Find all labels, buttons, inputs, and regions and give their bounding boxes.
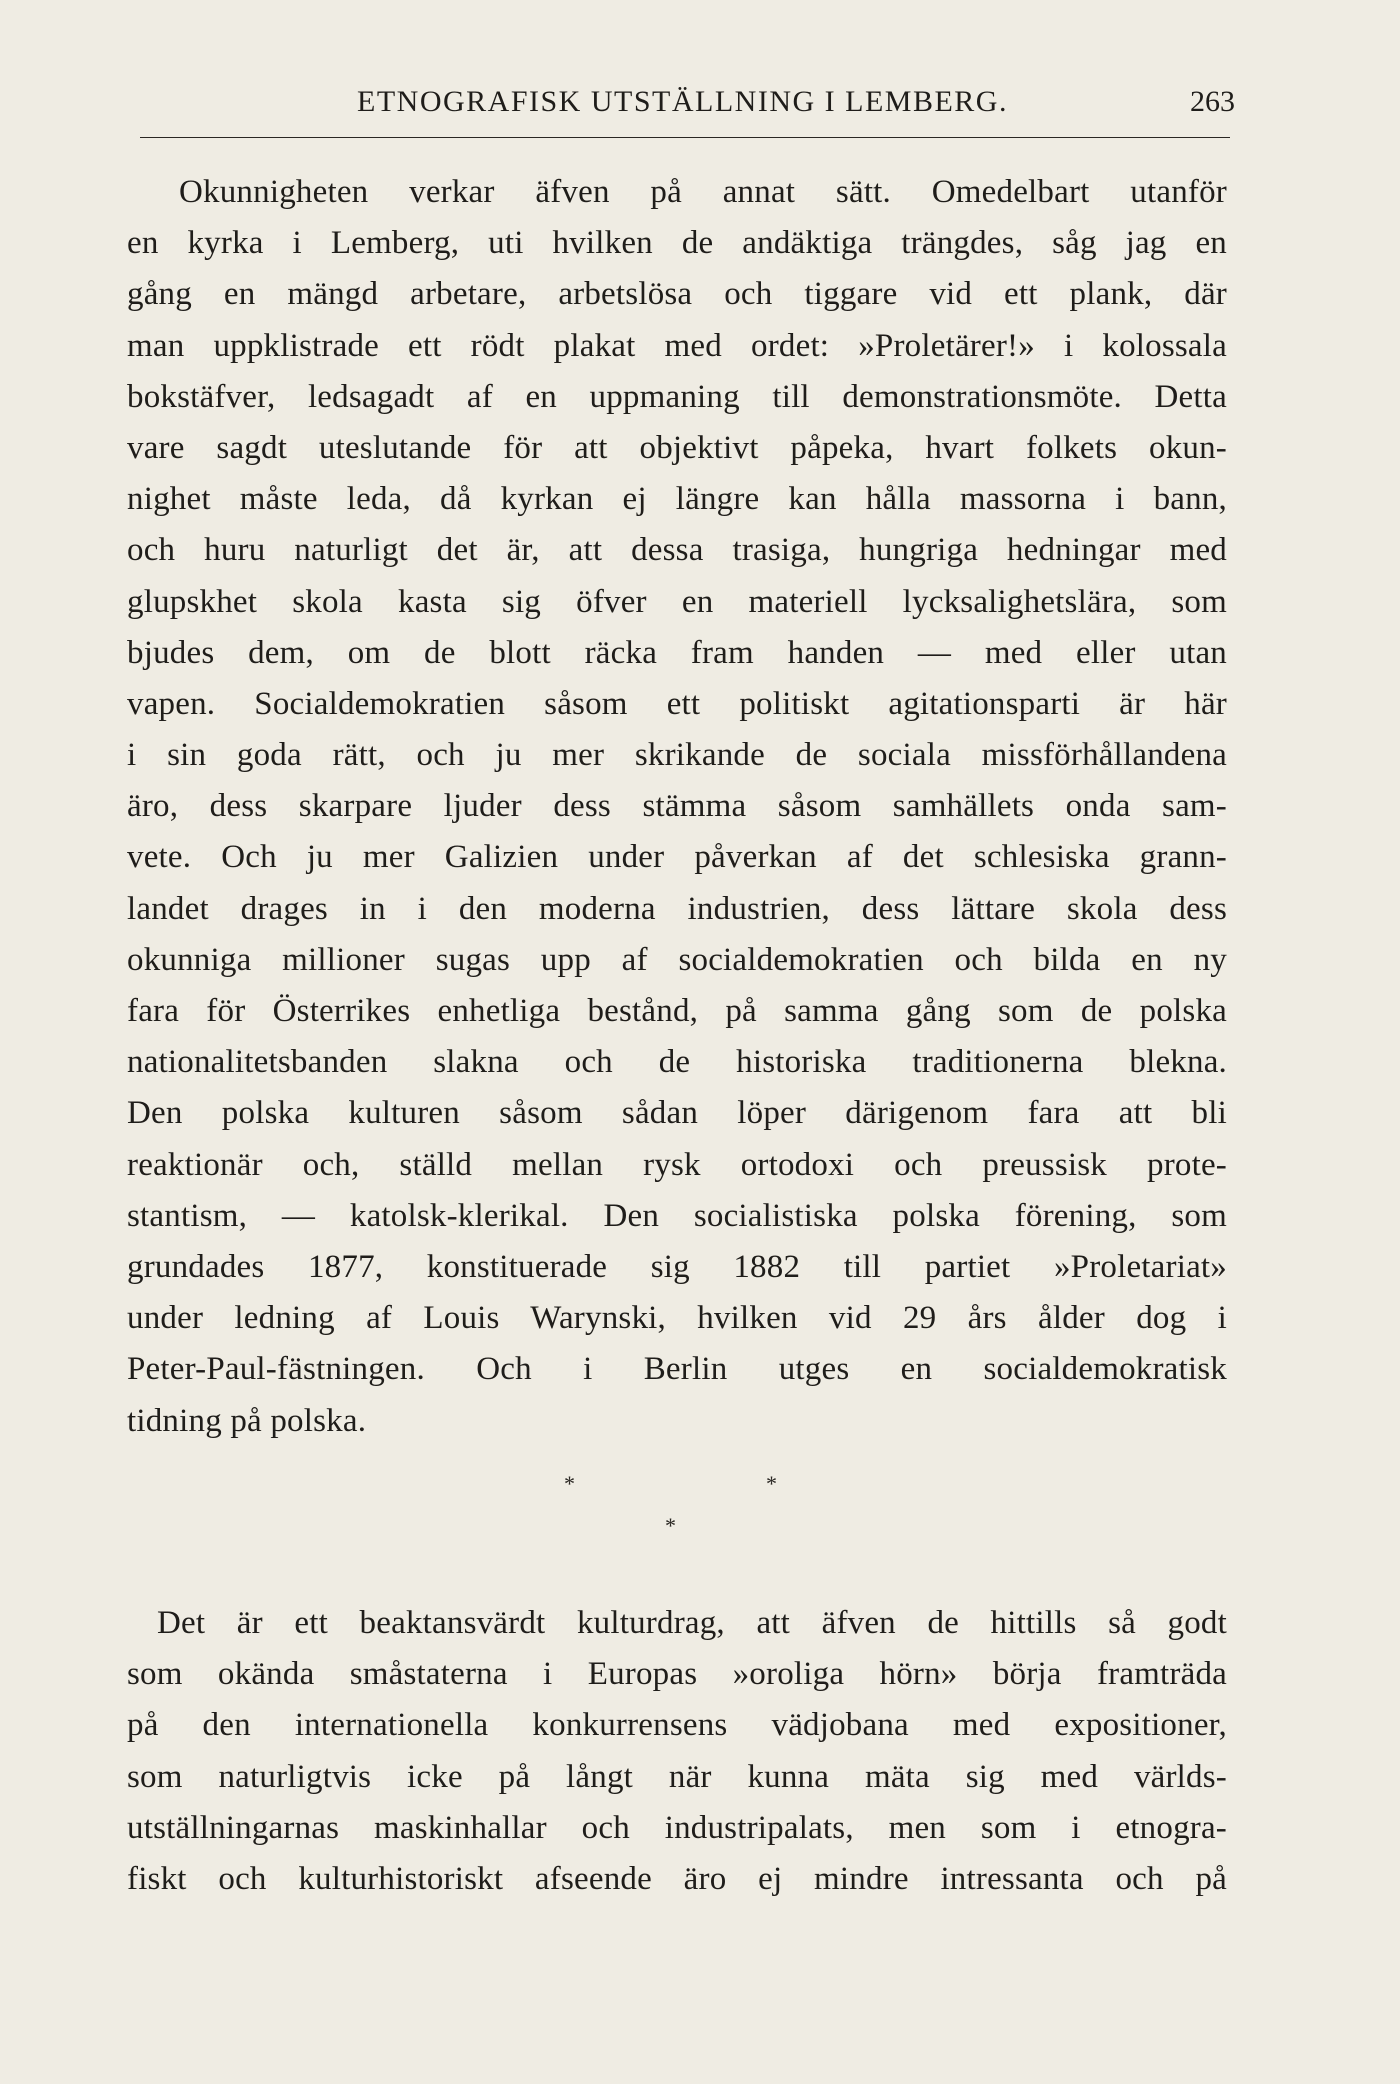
text-line: nighet måste leda, då kyrkan ej längre kan hålla massorna i bann, [127,481,1227,518]
text-line: Okunnigheten verkar äfven på annat sätt. Omedelbart utanför [179,174,1227,210]
asterisk-icon: * [665,1513,676,1538]
text-line: bjudes dem, om de blott räcka fram handen — med eller utan [127,634,1227,671]
text-line: vete. Och ju mer Galizien under påverkan af det schlesiska grann- [127,839,1227,876]
paragraph-2 [127,1598,1227,1905]
text-line: utställningarnas maskinhallar och industripalats, men som i etnogra- [127,1809,1227,1846]
text-line: fara för Österrikes enhetliga bestånd, på samma gång som de polska [127,993,1227,1029]
text-line: nationalitetsbanden slakna och de historiska traditionerna blekna. [127,1044,1227,1081]
header-rule [140,137,1230,138]
asterisk-icon: * [564,1471,575,1496]
text-line: på den internationella konkurrensens vädjobana med expositioner, [127,1707,1227,1744]
asterisk-icon: * [766,1471,777,1496]
text-line: Den polska kulturen såsom sådan löper därigenom fara att bli [127,1095,1227,1132]
text-line: stantism, — katolsk-klerikal. Den socialistiska polska förening, som [127,1197,1227,1234]
text-line: äro, dess skarpare ljuder dess stämma såsom samhällets onda sam- [127,788,1227,825]
text-line: en kyrka i Lemberg, uti hvilken de andäktiga trängdes, såg jag en [127,225,1227,262]
running-head [130,82,1235,122]
running-title: ETNOGRAFISK UTSTÄLLNING I LEMBERG. [357,85,1008,118]
text-line: reaktionär och, ställd mellan rysk ortodoxi och preussisk prote- [127,1146,1227,1183]
text-line: landet drages in i den moderna industrien, dess lättare skola dess [127,890,1227,927]
section-separator [0,1465,1400,1555]
text-line: vapen. Socialdemokratien såsom ett politiskt agitationsparti är här [127,685,1227,722]
text-line: fiskt och kulturhistoriskt afseende äro ej mindre intressanta och på [127,1860,1227,1897]
text-line: tidning på polska. [127,1402,367,1439]
text-line: grundades 1877, konstituerade sig 1882 till partiet »Proletariat» [127,1248,1227,1285]
text-line: vare sagdt uteslutande för att objektivt påpeka, hvart folkets okun- [127,429,1227,466]
text-line: som okända småstaterna i Europas »oroliga hörn» börja framträda [127,1656,1227,1693]
text-line: glupskhet skola kasta sig öfver en materiell lycksalighetslära, som [127,583,1227,620]
text-line: som naturligtvis icke på långt när kunna mäta sig med världs- [127,1758,1227,1795]
text-line: och huru naturligt det är, att dessa trasiga, hungriga hedningar med [127,532,1227,569]
text-line: bokstäfver, ledsagadt af en uppmaning till demonstrationsmöte. Detta [127,378,1227,415]
text-line: gång en mängd arbetare, arbetslösa och tiggare vid ett plank, där [127,276,1227,313]
text-line: okunniga millioner sugas upp af socialdemokratien och bilda en ny [127,941,1227,978]
text-line: Peter-Paul-fästningen. Och i Berlin utges en socialdemokratisk [127,1351,1227,1388]
text-line: under ledning af Louis Warynski, hvilken vid 29 års ålder dog i [127,1300,1227,1337]
text-line: man uppklistrade ett rödt plakat med ordet: »Proletärer!» i kolossala [127,327,1227,364]
paragraph-1 [127,167,1227,1447]
page-number: 263 [1190,85,1235,118]
text-line: Det är ett beaktansvärdt kulturdrag, att äfven de hittills så godt [157,1605,1227,1641]
text-line: i sin goda rätt, och ju mer skrikande de sociala missförhållandena [127,737,1227,774]
